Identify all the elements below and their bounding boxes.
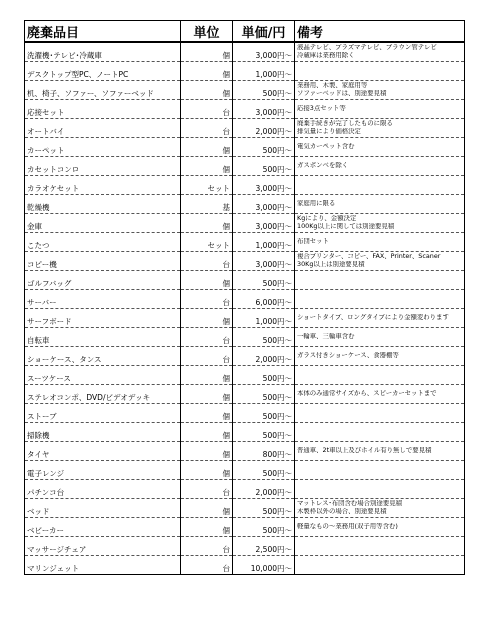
unit-cell: 台 <box>181 328 233 347</box>
table-row <box>25 233 465 252</box>
item-name-cell: こたつ <box>25 233 181 252</box>
remarks-cell <box>295 518 465 537</box>
unit-cell: 個 <box>181 309 233 328</box>
unit-price-cell: 800円～ <box>233 442 295 461</box>
remarks-cell <box>295 347 465 366</box>
table-row <box>25 499 465 518</box>
table-row <box>25 42 465 62</box>
item-name-cell: ベッド <box>25 499 181 518</box>
table-row <box>25 556 465 575</box>
table-row <box>25 138 465 157</box>
item-name-cell: スーツケース <box>25 366 181 385</box>
unit-cell: 個 <box>181 385 233 404</box>
remarks-line: 軽量なもの～業務用(双子用等含む) <box>297 523 398 531</box>
remarks-cell <box>295 62 465 81</box>
item-name-cell: ゴルフバッグ <box>25 271 181 290</box>
remarks-line: 家庭用に限る <box>297 200 336 208</box>
unit-price-cell: 2,500円～ <box>233 537 295 556</box>
unit-cell: 台 <box>181 537 233 556</box>
remarks-line: Kgにより、金額決定 <box>297 215 357 223</box>
table-row <box>25 385 465 404</box>
remarks-line: 複合プリンター、コピー、FAX、Printer、Scaner <box>297 253 441 261</box>
table-row <box>25 100 465 119</box>
unit-price-cell: 2,000円～ <box>233 347 295 366</box>
table-header-row <box>25 21 465 43</box>
table-row <box>25 461 465 480</box>
table-row <box>25 81 465 100</box>
remarks-cell <box>295 290 465 309</box>
table-row <box>25 252 465 271</box>
remarks-cell <box>295 537 465 556</box>
unit-cell: 個 <box>181 366 233 385</box>
item-name-cell: ベビーカー <box>25 518 181 537</box>
remarks-line: マットレス･布団含む場合別途要見積 <box>297 500 402 508</box>
table-row <box>25 480 465 499</box>
unit-price-cell: 500円～ <box>233 385 295 404</box>
header-unit: 単位 <box>181 21 233 43</box>
remarks-cell <box>295 309 465 328</box>
table-body <box>25 42 465 575</box>
remarks-cell <box>295 157 465 176</box>
unit-price-cell: 1,000円～ <box>233 309 295 328</box>
remarks-line: 応接3点セット等 <box>297 105 346 113</box>
remarks-cell <box>295 271 465 290</box>
unit-cell: 個 <box>181 518 233 537</box>
remarks-cell <box>295 404 465 423</box>
unit-cell: 台 <box>181 100 233 119</box>
unit-price-cell: 500円～ <box>233 157 295 176</box>
item-name-cell: デスクトップ型PC、ノートPC <box>25 62 181 81</box>
unit-cell: 個 <box>181 404 233 423</box>
item-name-cell: マッサージチェア <box>25 537 181 556</box>
unit-cell: 個 <box>181 157 233 176</box>
remarks-cell <box>295 480 465 499</box>
remarks-line: 冷蔵庫は業務用除く <box>297 52 355 59</box>
table-row <box>25 271 465 290</box>
unit-price-cell: 500円～ <box>233 138 295 157</box>
item-name-cell: 電子レンジ <box>25 461 181 480</box>
remarks-line: 30Kg以上は別途要見積 <box>297 261 365 268</box>
unit-cell: 台 <box>181 347 233 366</box>
header-item-name: 廃棄品目 <box>25 21 181 43</box>
table-row <box>25 119 465 138</box>
unit-cell: 個 <box>181 214 233 233</box>
remarks-cell <box>295 366 465 385</box>
item-name-cell: パチンコ台 <box>25 480 181 499</box>
remarks-line: 100Kg以上に関しては別途要見積 <box>297 223 395 230</box>
unit-cell: 個 <box>181 138 233 157</box>
unit-cell: 基 <box>181 195 233 214</box>
table-row <box>25 537 465 556</box>
remarks-cell <box>295 385 465 404</box>
remarks-line: 液晶テレビ、プラズマテレビ、ブラウン管テレビ <box>297 44 437 52</box>
remarks-cell <box>295 328 465 347</box>
item-name-cell: コピー機 <box>25 252 181 271</box>
unit-price-cell: 500円～ <box>233 423 295 442</box>
unit-cell: 個 <box>181 423 233 442</box>
table-row <box>25 518 465 537</box>
table-row <box>25 423 465 442</box>
unit-cell: 台 <box>181 480 233 499</box>
remarks-line: 木製枠以外の場合、別途要見積 <box>297 508 387 515</box>
unit-price-cell: 3,000円～ <box>233 195 295 214</box>
table-row <box>25 442 465 461</box>
unit-cell: 台 <box>181 252 233 271</box>
item-name-cell: サーバー <box>25 290 181 309</box>
header-remarks: 備考 <box>295 21 465 43</box>
item-name-cell: マリンジェット <box>25 556 181 575</box>
unit-cell: 個 <box>181 271 233 290</box>
item-name-cell: 金庫 <box>25 214 181 233</box>
item-name-cell: カラオケセット <box>25 176 181 195</box>
item-name-cell: 洗濯機･テレビ･冷蔵庫 <box>25 42 181 62</box>
remarks-line: ガスボンベを除く <box>297 162 349 170</box>
remarks-cell <box>295 442 465 461</box>
remarks-cell <box>295 461 465 480</box>
remarks-line: 電気カーペット含む <box>297 143 355 151</box>
remarks-cell <box>295 119 465 138</box>
table-row <box>25 195 465 214</box>
unit-price-cell: 500円～ <box>233 461 295 480</box>
remarks-line: 布団セット <box>297 238 329 246</box>
item-name-cell: 応接セット <box>25 100 181 119</box>
remarks-line: 廃棄手続きが完了したものに限る <box>297 120 393 128</box>
table-row <box>25 62 465 81</box>
unit-price-cell: 1,000円～ <box>233 62 295 81</box>
item-name-cell: サーフボード <box>25 309 181 328</box>
item-name-cell: カーペット <box>25 138 181 157</box>
unit-price-cell: 2,000円～ <box>233 119 295 138</box>
item-name-cell: ステレオコンポ、DVD/ビデオデッキ <box>25 385 181 404</box>
item-name-cell: カセットコンロ <box>25 157 181 176</box>
item-name-cell: ストーブ <box>25 404 181 423</box>
table-row <box>25 157 465 176</box>
unit-price-cell: 3,000円～ <box>233 176 295 195</box>
remarks-line: ガラス付きショーケース、食器棚等 <box>297 352 399 360</box>
unit-cell: 個 <box>181 42 233 62</box>
remarks-cell <box>295 176 465 195</box>
unit-cell: セット <box>181 233 233 252</box>
table-row <box>25 176 465 195</box>
unit-cell: 個 <box>181 81 233 100</box>
remarks-line: ショートタイプ、ロングタイプにより金額変わります <box>297 314 449 322</box>
remarks-line: ソファーベッドは、別途要見積 <box>297 90 387 97</box>
table-row <box>25 214 465 233</box>
remarks-line: 普通車、2t車以上及びホイル有り無しで要見積 <box>297 447 432 455</box>
header-unit-price: 単価/円 <box>233 21 295 43</box>
unit-cell: 個 <box>181 461 233 480</box>
remarks-line: 本体のみ通常サイズから、スピーカーセットまで <box>297 390 437 398</box>
unit-price-cell: 1,000円～ <box>233 233 295 252</box>
table-row <box>25 347 465 366</box>
unit-price-cell: 500円～ <box>233 328 295 347</box>
unit-cell: 個 <box>181 442 233 461</box>
item-name-cell: 自転車 <box>25 328 181 347</box>
remarks-cell <box>295 233 465 252</box>
item-name-cell: 机、椅子、ソファー、ソファーベッド <box>25 81 181 100</box>
remarks-cell <box>295 195 465 214</box>
table-row <box>25 328 465 347</box>
remarks-cell <box>295 42 465 62</box>
item-name-cell: 掃除機 <box>25 423 181 442</box>
remarks-cell <box>295 423 465 442</box>
remarks-cell <box>295 252 465 271</box>
remarks-cell <box>295 81 465 100</box>
unit-price-cell: 3,000円～ <box>233 42 295 62</box>
remarks-line: 業務用、木製、家庭用等 <box>297 82 368 90</box>
disposal-price-sheet <box>24 20 464 575</box>
disposal-price-table <box>24 20 465 575</box>
unit-price-cell: 2,000円～ <box>233 480 295 499</box>
unit-cell: 台 <box>181 290 233 309</box>
remarks-cell <box>295 214 465 233</box>
unit-price-cell: 3,000円～ <box>233 100 295 119</box>
remarks-cell <box>295 556 465 575</box>
unit-price-cell: 6,000円～ <box>233 290 295 309</box>
remarks-cell <box>295 499 465 518</box>
unit-price-cell: 500円～ <box>233 271 295 290</box>
table-row <box>25 290 465 309</box>
unit-price-cell: 3,000円～ <box>233 214 295 233</box>
remarks-line: 一輪車、三輪車含む <box>297 333 355 341</box>
unit-price-cell: 500円～ <box>233 499 295 518</box>
unit-price-cell: 500円～ <box>233 366 295 385</box>
table-row <box>25 404 465 423</box>
unit-cell: 台 <box>181 556 233 575</box>
unit-price-cell: 3,000円～ <box>233 252 295 271</box>
item-name-cell: 乾燥機 <box>25 195 181 214</box>
unit-price-cell: 500円～ <box>233 404 295 423</box>
unit-cell: 個 <box>181 62 233 81</box>
remarks-cell <box>295 100 465 119</box>
unit-price-cell: 10,000円～ <box>233 556 295 575</box>
item-name-cell: オートバイ <box>25 119 181 138</box>
unit-cell: 個 <box>181 499 233 518</box>
unit-cell: セット <box>181 176 233 195</box>
table-row <box>25 309 465 328</box>
remarks-cell <box>295 138 465 157</box>
unit-price-cell: 500円～ <box>233 518 295 537</box>
item-name-cell: ショーケース、タンス <box>25 347 181 366</box>
table-row <box>25 366 465 385</box>
item-name-cell: タイヤ <box>25 442 181 461</box>
remarks-line: 排気量により価格決定 <box>297 128 361 135</box>
unit-cell: 台 <box>181 119 233 138</box>
unit-price-cell: 500円～ <box>233 81 295 100</box>
